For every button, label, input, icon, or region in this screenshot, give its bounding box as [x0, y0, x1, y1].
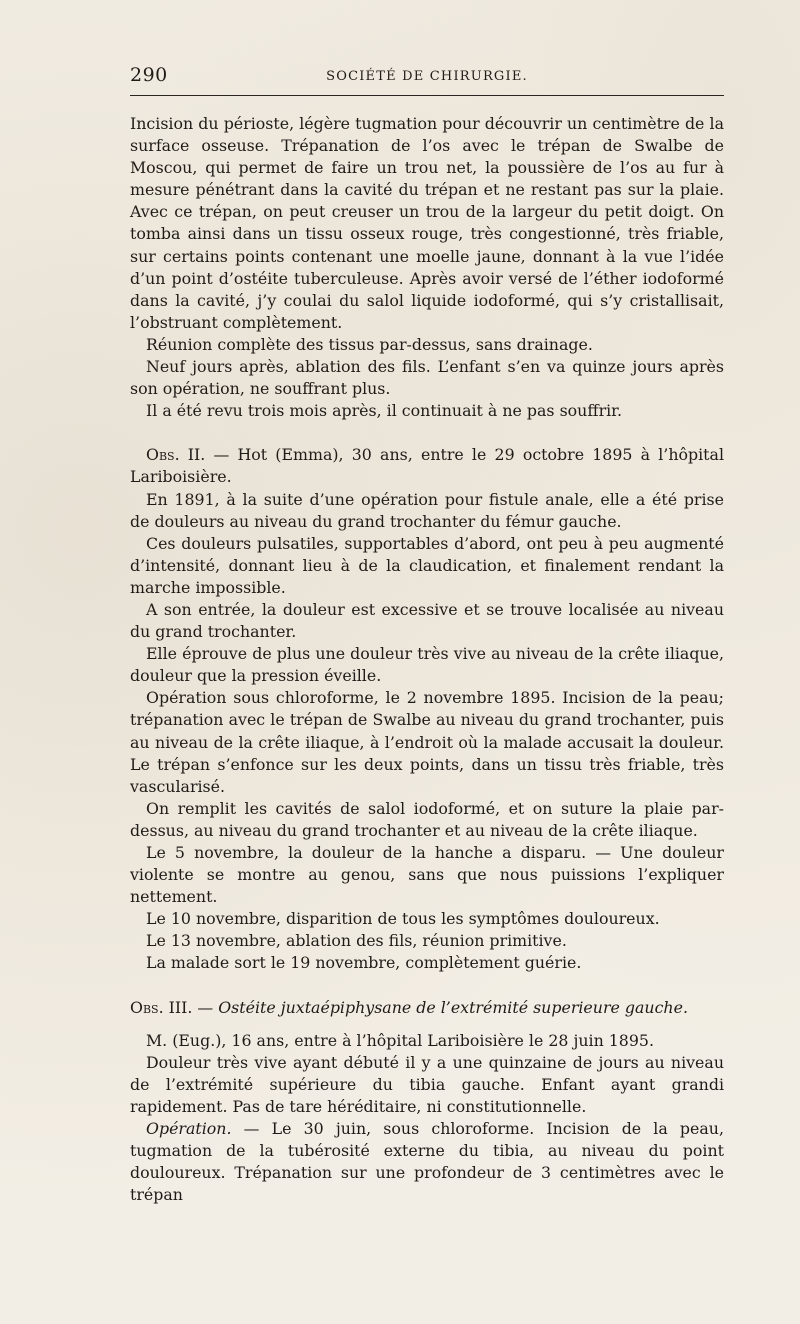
obs-2-heading — [130, 444, 724, 488]
running-title: SOCIÉTÉ DE CHIRURGIE. — [326, 69, 528, 84]
paragraph: Ces douleurs pulsatiles, supportables d’abord, ont peu à peu augmenté d’intensité, donnant lieu à de la claudication, et finalement rendant la marche impossible. — [130, 533, 724, 597]
paragraph: Réunion complète des tissus par-dessus, sans drainage. — [146, 334, 593, 354]
obs-3-title: Ostéite juxtaépiphysane de l’extrémité superieure gauche. — [218, 997, 688, 1017]
operation-label: Opération. — [146, 1119, 232, 1139]
paragraph: Incision du périoste, légère tugmation pour découvrir un centimètre de la surface osseuse. Trépanation de l’os avec le trépan de Swalbe de Moscou, qui permet de faire un trou net, la poussière de l’os au fur à mesure pénétrant dans la cavité du trépan et ne restant pas sur la plaie. Avec ce trépan, on peut creuser un trou de la largeur du petit doigt. On tomba ainsi dans un tissu osseux rouge, très congestionné, très friable, sur certains points contenant une moelle jaune, donnant à la vue l’idée d’un point d’ostéite tuberculeuse. Après avoir versé de l’éther iodoformé dans la cavité, j’y coulai du salol liquide iodoformé, qui s’y cristallisait, l’obstruant complètement. — [130, 114, 724, 332]
obs-3-dash: — — [192, 997, 219, 1017]
obs-3-heading — [130, 997, 724, 1019]
section-gap — [130, 975, 724, 997]
obs-2-label: Obs. II. — [146, 445, 206, 465]
page-header — [130, 60, 724, 92]
obs-3-label: Obs. III. — [130, 997, 193, 1017]
paragraph: Opération sous chloroforme, le 2 novembre 1895. Incision de la peau; trépanation avec le trépan de Swalbe au niveau du grand trochanter, puis au niveau de la crête iliaque, à l’endroit où la malade accusait la douleur. Le trépan s’enfonce sur les deux points, dans un tissu très friable, très vascularisé. — [130, 688, 724, 796]
header-rule — [130, 95, 724, 96]
paragraph: La malade sort le 19 novembre, complètement guérie. — [146, 953, 582, 973]
paragraph: Il a été revu trois mois après, il continuait à ne pas souffrir. — [146, 401, 623, 421]
operation-text: — Le 30 juin, sous chloroforme. Incision de la peau, tugmation de la tubérosité externe du tibia, au niveau du point douloureux. Trépanation sur une profondeur de 3 centimètres avec le trépan — [130, 1119, 724, 1205]
paragraph: A son entrée, la douleur est excessive et se trouve localisée au niveau du grand trochanter. — [130, 599, 724, 642]
paragraph: On remplit les cavités de salol iodoformé, et on suture la plaie par-dessus, au niveau du grand trochanter et au niveau de la crête iliaque. — [130, 798, 724, 840]
paragraph: Elle éprouve de plus une douleur très vive au niveau de la crête iliaque, douleur que la pression éveille. — [130, 644, 724, 686]
paragraph: M. (Eug.), 16 ans, entre à l’hôpital Lariboisière le 28 juin 1895. — [146, 1030, 654, 1050]
section-gap — [130, 422, 724, 444]
section-gap — [130, 1019, 724, 1030]
paragraph: Le 13 novembre, ablation des fils, réunion primitive. — [146, 931, 567, 951]
paragraph: Le 10 novembre, disparition de tous les symptômes douloureux. — [146, 909, 660, 929]
paragraph: Le 5 novembre, la douleur de la hanche a disparu. — Une douleur violente se montre au genou, sans que nous puissions l’expliquer nettement. — [130, 843, 724, 907]
paragraph: Neuf jours après, ablation des fils. L’enfant s’en va quinze jours après son opération, ne souffrant plus. — [130, 357, 724, 399]
page-number: 290 — [130, 64, 168, 86]
paragraph: Douleur très vive ayant débuté il y a une quinzaine de jours au niveau de l’extrémité supérieure du tibia gauche. Enfant ayant grandi rapidement. Pas de tare héréditaire, ni constitutionnelle. — [130, 1052, 724, 1116]
body-text — [130, 113, 724, 1206]
obs-2-intro: — Hot (Emma), 30 ans, entre le 29 octobre 1895 à l’hôpital Lariboisière. — [130, 445, 724, 487]
paragraph: En 1891, à la suite d’une opération pour fistule anale, elle a été prise de douleurs au niveau du grand trochanter du fémur gauche. — [130, 489, 724, 531]
paragraph — [130, 1118, 724, 1206]
